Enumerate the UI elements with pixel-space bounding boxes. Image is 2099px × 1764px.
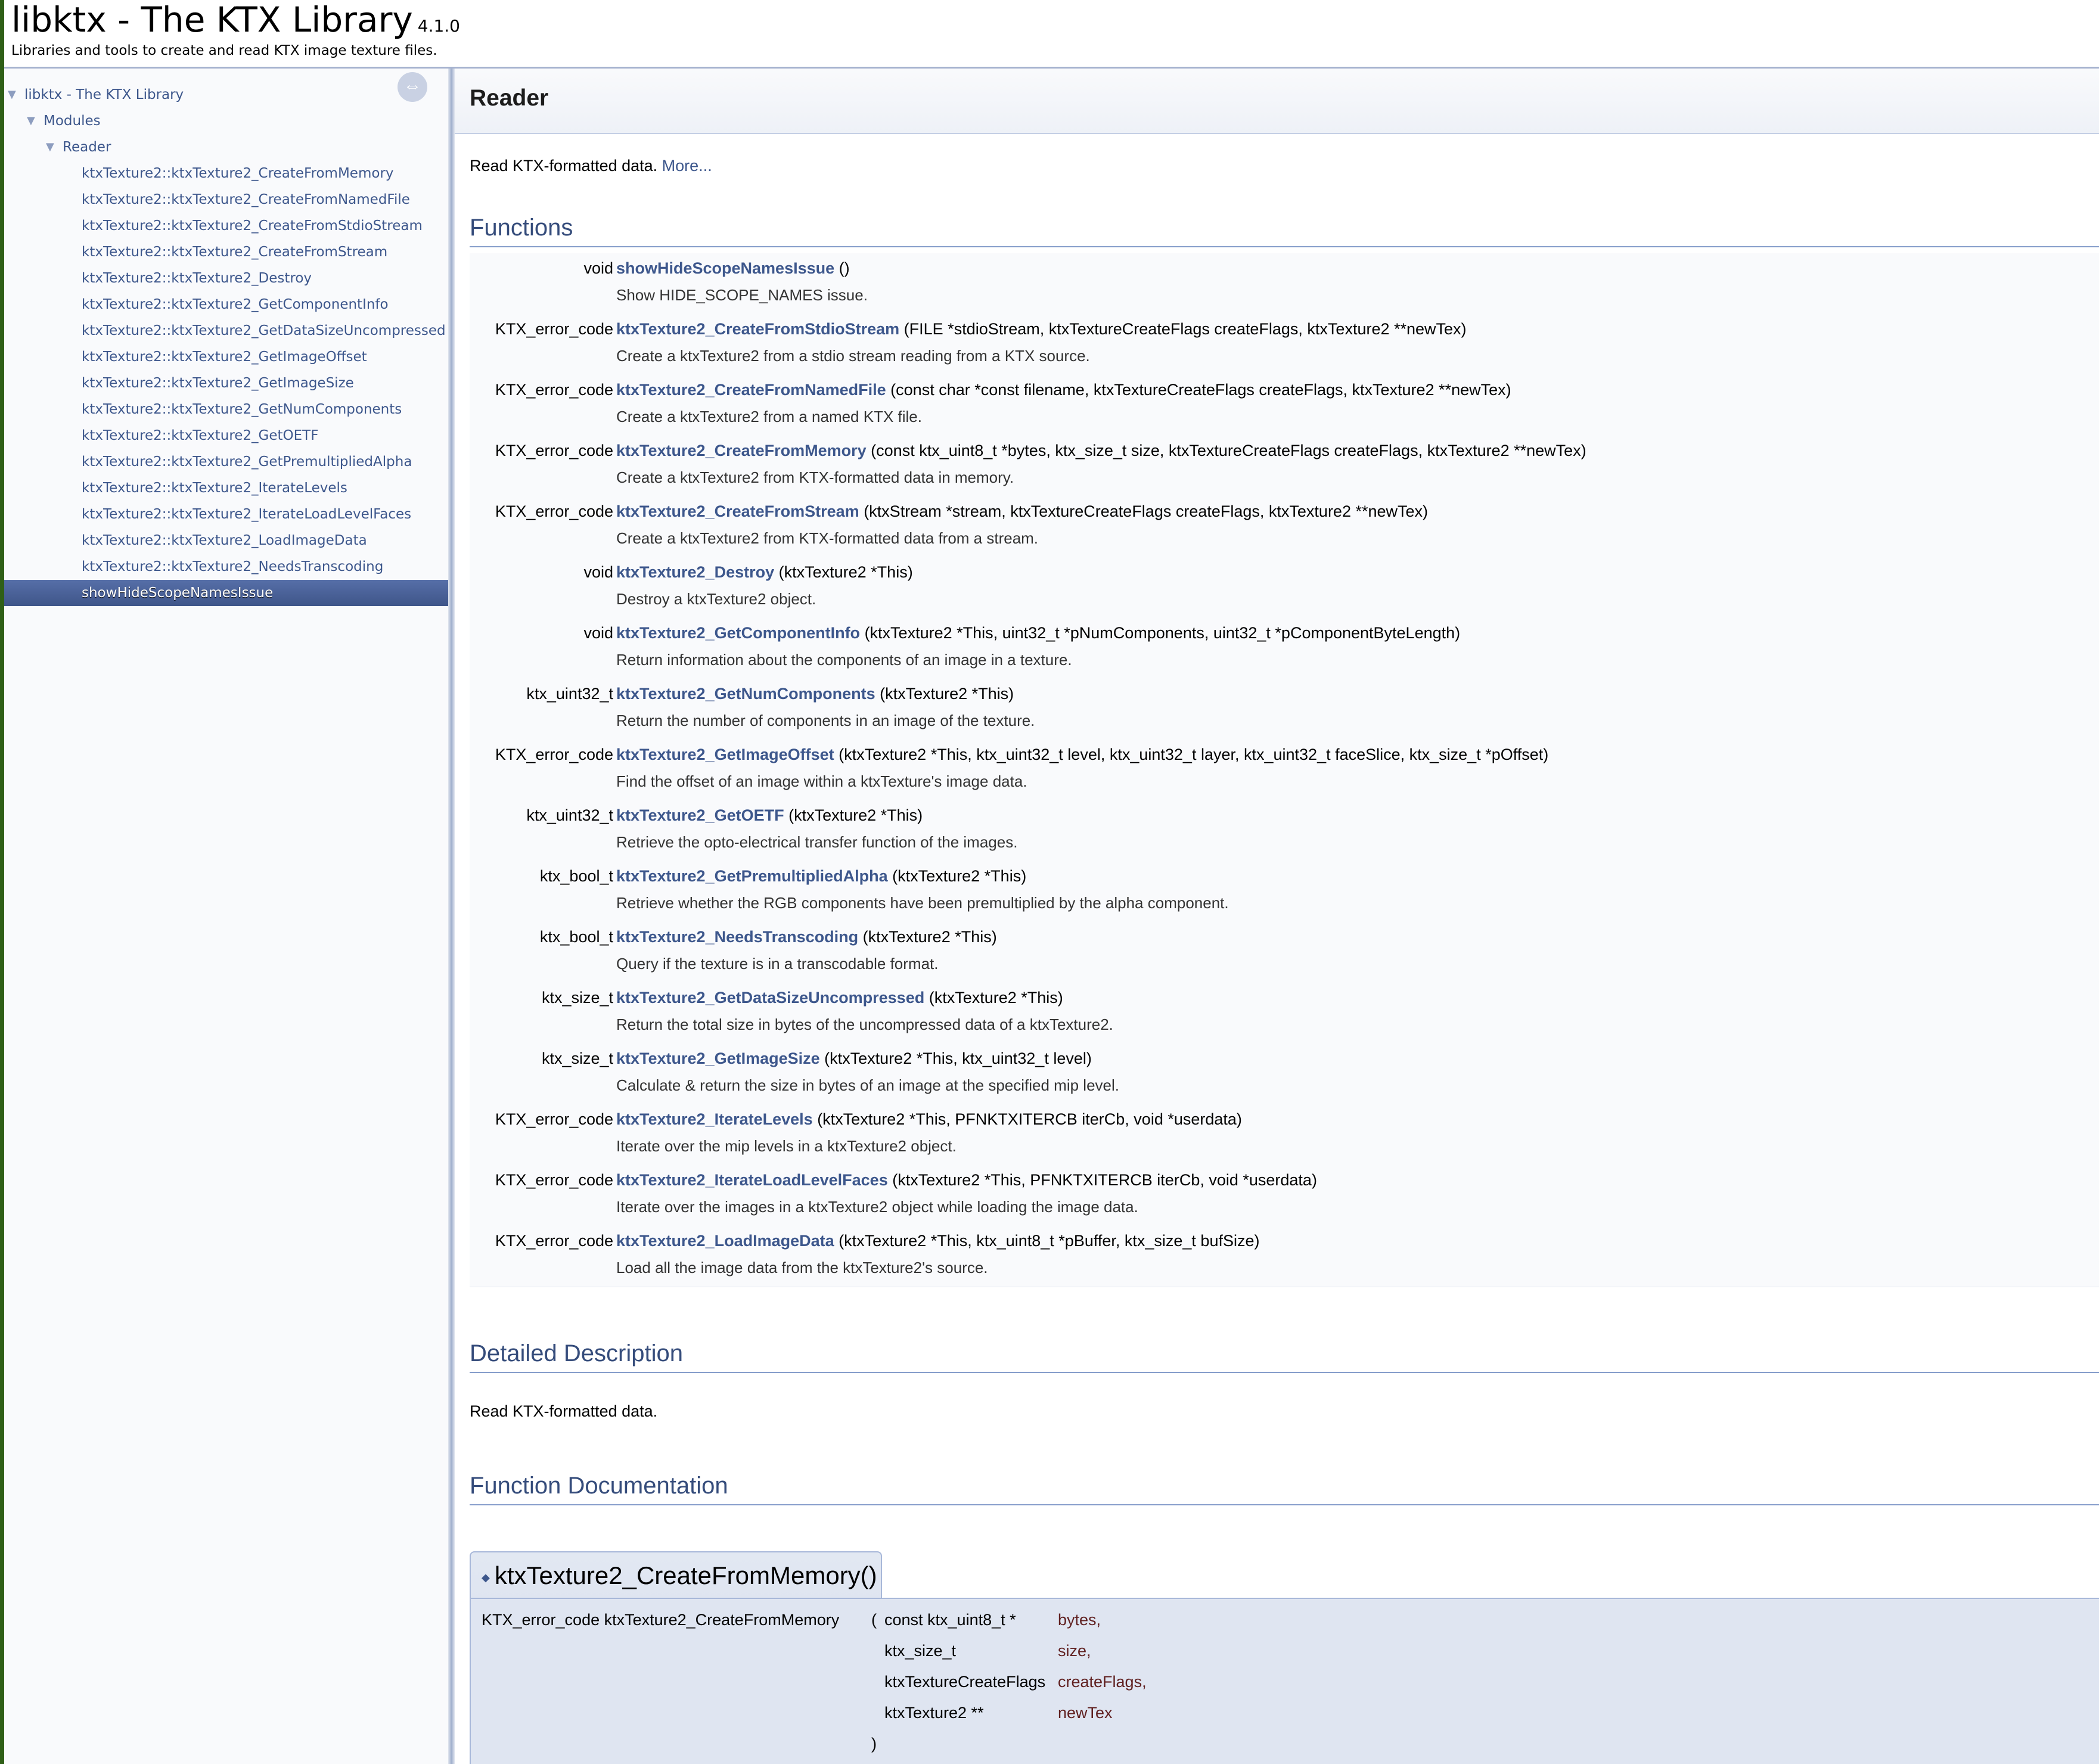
function-description: Iterate over the images in a ktxTexture2 object while loading the image data. xyxy=(616,1198,1138,1216)
functions-heading: Functions xyxy=(470,215,2099,247)
page-header xyxy=(4,0,2099,69)
sidebar-item-label: ktxTexture2::ktxTexture2_Destroy xyxy=(82,271,312,286)
function-return-type: void xyxy=(583,259,613,277)
function-signature xyxy=(616,381,1511,399)
function-return-type: KTX_error_code xyxy=(495,746,613,763)
function-return-type: KTX_error_code xyxy=(495,442,613,459)
function-description: Return the number of components in an image of the texture. xyxy=(616,712,1035,729)
function-row xyxy=(470,496,2099,558)
function-return-type: KTX_error_code xyxy=(495,320,613,338)
sidebar-item-label: ktxTexture2::ktxTexture2_GetOETF xyxy=(82,428,319,443)
function-return-type: ktx_size_t xyxy=(541,989,613,1007)
sidebar-item[interactable] xyxy=(4,108,448,134)
function-signature xyxy=(616,442,1586,460)
sidebar-item-label: Modules xyxy=(44,113,101,129)
function-row xyxy=(470,314,2099,375)
sidebar-item[interactable] xyxy=(4,501,448,527)
project-name-text: libktx - The KTX Library xyxy=(11,0,413,40)
expand-arrow-icon[interactable]: ▼ xyxy=(8,88,16,101)
sidebar-item-label: libktx - The KTX Library xyxy=(24,87,184,103)
function-description: Create a ktxTexture2 from KTX-formatted data from a stream. xyxy=(616,529,1039,547)
function-description: Find the offset of an image within a ktxTexture's image data. xyxy=(616,772,1027,790)
function-args: () xyxy=(834,259,850,277)
sidebar-item[interactable] xyxy=(4,396,448,423)
function-return-type: ktx_bool_t xyxy=(539,867,613,885)
function-args: (ktxTexture2 *This, ktx_uint32_t level) xyxy=(819,1049,1092,1067)
function-link[interactable]: ktxTexture2_IterateLoadLevelFaces xyxy=(616,1171,888,1189)
sidebar-item[interactable] xyxy=(4,554,448,580)
function-row xyxy=(470,861,2099,923)
function-row xyxy=(470,740,2099,801)
function-link[interactable]: ktxTexture2_NeedsTranscoding xyxy=(616,928,859,946)
project-name xyxy=(11,0,460,46)
function-row xyxy=(470,679,2099,740)
param-name: createFlags, xyxy=(1058,1673,1147,1691)
function-row xyxy=(470,983,2099,1044)
function-signature xyxy=(616,867,1026,886)
sidebar-item[interactable] xyxy=(4,449,448,475)
sidebar-item-label: ktxTexture2::ktxTexture2_NeedsTranscoding xyxy=(82,559,384,574)
function-description: Create a ktxTexture2 from a named KTX file. xyxy=(616,408,922,426)
function-link[interactable]: ktxTexture2_CreateFromMemory xyxy=(616,442,867,459)
function-signature xyxy=(616,563,913,582)
main-content xyxy=(455,69,2099,1764)
member-prototype xyxy=(470,1598,2099,1764)
function-return-type: ktx_bool_t xyxy=(539,928,613,946)
param-type: ktxTexture2 ** xyxy=(884,1704,984,1722)
function-signature xyxy=(616,1232,1259,1250)
bullet-icon: ◆ xyxy=(482,1571,490,1583)
sidebar-item[interactable] xyxy=(4,344,448,370)
function-return-type: KTX_error_code xyxy=(495,381,613,399)
sidebar-item[interactable] xyxy=(4,160,448,187)
function-signature xyxy=(616,320,1467,338)
proto-open-paren: ( xyxy=(871,1611,877,1629)
function-link[interactable]: ktxTexture2_GetOETF xyxy=(616,806,784,824)
function-args: (ktxStream *stream, ktxTextureCreateFlags createFlags, ktxTexture2 **newTex) xyxy=(859,502,1429,520)
function-args: (ktxTexture2 *This, ktx_uint8_t *pBuffer, ktx_size_t bufSize) xyxy=(834,1232,1260,1250)
function-return-type: ktx_size_t xyxy=(541,1049,613,1067)
function-return-type: KTX_error_code xyxy=(495,1232,613,1250)
function-link[interactable]: ktxTexture2_GetPremultipliedAlpha xyxy=(616,867,888,885)
function-args: (ktxTexture2 *This, uint32_t *pNumComponents, uint32_t *pComponentByteLength) xyxy=(860,624,1461,642)
summary-body: Read KTX-formatted data. xyxy=(470,157,658,175)
sidebar-item[interactable] xyxy=(4,187,448,213)
function-row xyxy=(470,800,2099,862)
function-signature xyxy=(616,1049,1092,1068)
page-title: Reader xyxy=(470,85,549,111)
sidebar-item-label: ktxTexture2::ktxTexture2_IterateLevels xyxy=(82,480,347,496)
function-signature xyxy=(616,928,997,946)
function-signature xyxy=(616,989,1063,1007)
function-return-type: KTX_error_code xyxy=(495,1171,613,1189)
param-name: newTex xyxy=(1058,1704,1113,1722)
param-type: const ktx_uint8_t * xyxy=(884,1611,1016,1629)
function-description: Return the total size in bytes of the uncompressed data of a ktxTexture2. xyxy=(616,1015,1113,1033)
sync-arrows-icon: ⇔ xyxy=(403,76,421,96)
function-return-type: void xyxy=(583,563,613,581)
sidebar-item[interactable] xyxy=(4,527,448,554)
function-signature xyxy=(616,746,1548,764)
function-row xyxy=(470,436,2099,497)
function-args: (ktxTexture2 *This) xyxy=(924,989,1063,1007)
sidebar-item[interactable] xyxy=(4,134,448,160)
function-args: (ktxTexture2 *This) xyxy=(784,806,923,824)
function-link[interactable]: ktxTexture2_IterateLevels xyxy=(616,1110,813,1128)
function-args: (ktxTexture2 *This) xyxy=(875,685,1014,703)
title-bar xyxy=(455,69,2099,134)
member-title-text: ktxTexture2_CreateFromMemory() xyxy=(494,1561,877,1589)
function-description: Retrieve whether the RGB components have been premultiplied by the alpha component. xyxy=(616,894,1229,912)
function-link[interactable]: ktxTexture2_CreateFromStdioStream xyxy=(616,320,900,338)
function-row xyxy=(470,1165,2099,1226)
function-signature xyxy=(616,259,850,278)
function-description: Iterate over the mip levels in a ktxTexture2 object. xyxy=(616,1137,957,1155)
sidebar-item-label: ktxTexture2::ktxTexture2_GetNumComponents xyxy=(82,402,402,417)
function-row xyxy=(470,922,2099,983)
function-signature xyxy=(616,806,923,825)
sidebar-item[interactable] xyxy=(4,291,448,318)
detailed-description-heading: Detailed Description xyxy=(470,1340,2099,1373)
proto-return-and-name: KTX_error_code ktxTexture2_CreateFromMemory xyxy=(482,1611,840,1629)
function-signature xyxy=(616,1110,1242,1129)
function-args: (ktxTexture2 *This) xyxy=(774,563,913,581)
function-args: (ktxTexture2 *This, PFNKTXITERCB iterCb, void *userdata) xyxy=(887,1171,1317,1189)
proto-close-paren: ) xyxy=(871,1735,877,1753)
function-description: Return information about the components of an image in a texture. xyxy=(616,651,1072,669)
function-link[interactable]: ktxTexture2_LoadImageData xyxy=(616,1232,834,1250)
sidebar-item-label: ktxTexture2::ktxTexture2_GetImageOffset xyxy=(82,349,367,365)
function-return-type: ktx_uint32_t xyxy=(526,685,613,703)
sidebar-item-label: ktxTexture2::ktxTexture2_CreateFromMemory xyxy=(82,166,394,181)
function-link[interactable]: ktxTexture2_GetDataSizeUncompressed xyxy=(616,989,925,1007)
sidebar-item[interactable] xyxy=(4,265,448,291)
function-documentation-heading: Function Documentation xyxy=(470,1473,2099,1505)
function-args: (ktxTexture2 *This, PFNKTXITERCB iterCb, void *userdata) xyxy=(812,1110,1242,1128)
function-link[interactable]: ktxTexture2_GetImageOffset xyxy=(616,746,834,763)
sidebar-item[interactable] xyxy=(4,213,448,239)
member-title xyxy=(470,1551,882,1599)
function-link[interactable]: ktxTexture2_GetComponentInfo xyxy=(616,624,861,642)
function-row xyxy=(470,1104,2099,1166)
project-brief: Libraries and tools to create and read KTX image texture files. xyxy=(11,43,437,58)
param-name: size, xyxy=(1058,1642,1091,1660)
sidebar-item-label: ktxTexture2::ktxTexture2_CreateFromStdioStream xyxy=(82,218,423,234)
function-args: (ktxTexture2 *This) xyxy=(887,867,1027,885)
function-row xyxy=(470,1226,2099,1287)
sidebar-item-label: ktxTexture2::ktxTexture2_GetPremultipliedAlpha xyxy=(82,454,412,470)
function-return-type: KTX_error_code xyxy=(495,1110,613,1128)
function-row xyxy=(470,253,2099,315)
sidebar-item[interactable] xyxy=(4,580,448,606)
function-signature xyxy=(616,1171,1317,1190)
sidebar-item-label: ktxTexture2::ktxTexture2_GetDataSizeUncompressed xyxy=(82,323,446,338)
function-description: Destroy a ktxTexture2 object. xyxy=(616,590,816,608)
function-row xyxy=(470,1044,2099,1105)
function-link[interactable]: ktxTexture2_CreateFromStream xyxy=(616,502,859,520)
more-link[interactable]: More... xyxy=(662,157,712,175)
splitter-handle[interactable] xyxy=(448,69,455,1764)
sidebar-item[interactable] xyxy=(4,239,448,265)
sidebar-item-label: ktxTexture2::ktxTexture2_GetImageSize xyxy=(82,375,354,391)
window-edge-strip xyxy=(0,0,4,1764)
function-description: Show HIDE_SCOPE_NAMES issue. xyxy=(616,286,868,304)
function-description: Load all the image data from the ktxTexture2's source. xyxy=(616,1259,988,1277)
sidebar-item-label: ktxTexture2::ktxTexture2_GetComponentInfo xyxy=(82,297,389,312)
function-link[interactable]: ktxTexture2_CreateFromNamedFile xyxy=(616,381,886,399)
function-row xyxy=(470,557,2099,619)
sidebar-item[interactable] xyxy=(4,423,448,449)
param-type: ktxTextureCreateFlags xyxy=(884,1673,1046,1691)
function-link[interactable]: showHideScopeNamesIssue xyxy=(616,259,835,277)
function-args: (const ktx_uint8_t *bytes, ktx_size_t size, ktxTextureCreateFlags createFlags, ktxTexture2 **newTex) xyxy=(866,442,1586,459)
function-link[interactable]: ktxTexture2_GetNumComponents xyxy=(616,685,875,703)
nav-tree-sidebar xyxy=(4,69,448,1764)
sidebar-item-label: ktxTexture2::ktxTexture2_LoadImageData xyxy=(82,533,367,548)
function-signature xyxy=(616,685,1014,703)
function-row xyxy=(470,375,2099,436)
function-description: Query if the texture is in a transcodable format. xyxy=(616,955,939,973)
summary-text xyxy=(470,157,712,175)
function-description: Create a ktxTexture2 from a stdio stream reading from a KTX source. xyxy=(616,347,1090,365)
sidebar-item-label: showHideScopeNamesIssue xyxy=(82,585,274,601)
param-name: bytes, xyxy=(1058,1611,1101,1629)
function-description: Retrieve the opto-electrical transfer function of the images. xyxy=(616,833,1018,851)
expand-arrow-icon[interactable]: ▼ xyxy=(27,114,35,127)
param-type: ktx_size_t xyxy=(884,1642,957,1660)
detailed-description-text: Read KTX-formatted data. xyxy=(470,1402,658,1420)
sidebar-item[interactable] xyxy=(4,82,448,108)
function-return-type: void xyxy=(583,624,613,642)
function-description: Create a ktxTexture2 from KTX-formatted data in memory. xyxy=(616,468,1014,486)
function-return-type: KTX_error_code xyxy=(495,502,613,520)
function-description: Calculate & return the size in bytes of an image at the specified mip level. xyxy=(616,1076,1119,1094)
function-signature xyxy=(616,624,1460,642)
sidebar-item-label: ktxTexture2::ktxTexture2_CreateFromStream xyxy=(82,244,388,260)
sidebar-item[interactable] xyxy=(4,475,448,501)
expand-arrow-icon[interactable]: ▼ xyxy=(46,141,54,153)
function-return-type: ktx_uint32_t xyxy=(526,806,613,824)
function-args: (FILE *stdioStream, ktxTextureCreateFlags createFlags, ktxTexture2 **newTex) xyxy=(899,320,1467,338)
sidebar-item[interactable] xyxy=(4,318,448,344)
project-number: 4.1.0 xyxy=(417,16,460,36)
function-args: (const char *const filename, ktxTextureCreateFlags createFlags, ktxTexture2 **newTex) xyxy=(886,381,1511,399)
function-signature xyxy=(616,502,1428,521)
sidebar-item[interactable] xyxy=(4,370,448,396)
function-link[interactable]: ktxTexture2_Destroy xyxy=(616,563,775,581)
function-args: (ktxTexture2 *This, ktx_uint32_t level, ktx_uint32_t layer, ktx_uint32_t faceSlice, ktx_size_t *pOffset) xyxy=(834,746,1549,763)
sidebar-item-label: ktxTexture2::ktxTexture2_IterateLoadLevelFaces xyxy=(82,507,412,522)
sidebar-item-label: Reader xyxy=(63,139,111,155)
function-link[interactable]: ktxTexture2_GetImageSize xyxy=(616,1049,820,1067)
function-args: (ktxTexture2 *This) xyxy=(858,928,997,946)
sidebar-item-label: ktxTexture2::ktxTexture2_CreateFromNamedFile xyxy=(82,192,410,207)
function-row xyxy=(470,618,2099,679)
